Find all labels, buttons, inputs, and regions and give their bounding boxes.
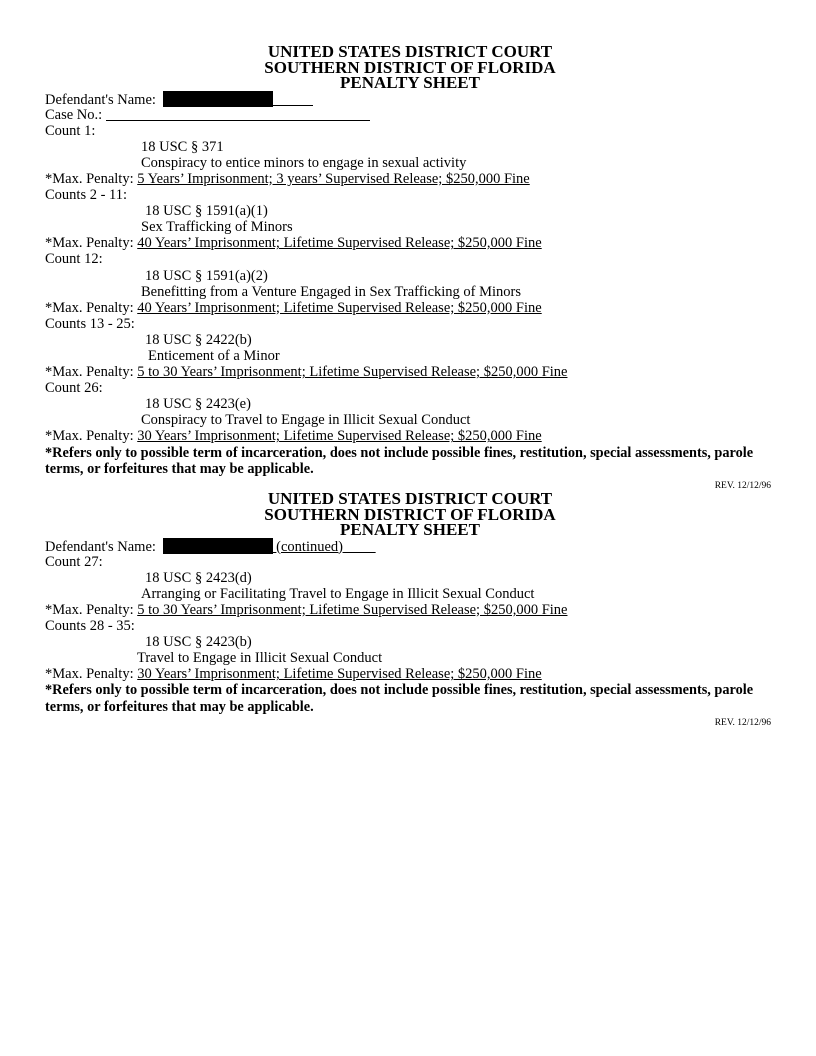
incarceration-note: *Refers only to possible term of incarceration, does not include possible fines, restitution, special assessments, parole terms, or forfeitures that may be applicable. [45,682,754,715]
court-title: UNITED STATES DISTRICT COURT [267,42,553,61]
penalty-sheet-2 [45,491,773,731]
count-description: Arranging or Facilitating Travel to Engage in Illicit Sexual Conduct [141,585,535,602]
max-penalty-row [45,602,773,618]
count-label: Counts 2 - 11: [45,187,128,204]
redaction-block [163,538,273,554]
redaction-block [163,91,273,107]
max-penalty-row [45,428,773,444]
count-label: Count 26: [45,380,103,397]
count-description: Travel to Engage in Illicit Sexual Conduct [137,650,383,667]
sheet-title: PENALTY SHEET [340,520,480,539]
count-statute: 18 USC § 2423(b) [145,634,252,651]
max-penalty-value: 30 Years’ Imprisonment; Lifetime Supervised Release; $250,000 Fine [137,428,542,445]
count-statute: 18 USC § 371 [141,138,224,155]
max-penalty-label: *Max. Penalty: [45,364,134,381]
count-label: Count 27: [45,553,103,570]
case-number-row [45,107,773,123]
sheet-title: PENALTY SHEET [340,73,480,92]
defendant-name-label: Defendant's Name: [45,91,156,108]
max-penalty-value: 40 Years’ Imprisonment; Lifetime Supervised Release; $250,000 Fine [137,235,542,252]
count-description: Conspiracy to entice minors to engage in sexual activity [141,154,467,171]
defendant-name-row [45,538,773,554]
incarceration-note: *Refers only to possible term of incarceration, does not include possible fines, restitution, special assessments, parole terms, or forfeitures that may be applicable. [45,444,754,478]
district-title: SOUTHERN DISTRICT OF FLORIDA [264,504,556,524]
max-penalty-label: *Max. Penalty: [45,601,134,618]
count-description: Conspiracy to Travel to Engage in Illicit Sexual Conduct [141,412,471,429]
count-description: Enticement of a Minor [148,348,280,364]
count-label: Counts 28 - 35: [45,617,135,634]
max-penalty-label: *Max. Penalty: [45,428,134,445]
defendant-name-row [45,91,773,107]
count-label: Counts 13 - 25: [45,315,135,332]
count-description: Benefitting from a Venture Engaged in Sex Trafficking of Minors [141,283,522,300]
district-title: SOUTHERN DISTRICT OF FLORIDA [264,57,556,77]
max-penalty-label: *Max. Penalty: [45,170,134,187]
max-penalty-label: *Max. Penalty: [45,666,134,683]
defendant-name-blank [273,92,313,106]
court-title: UNITED STATES DISTRICT COURT [267,489,553,508]
defendant-name-label: Defendant's Name: [45,538,156,555]
max-penalty-value: 40 Years’ Imprisonment; Lifetime Supervised Release; $250,000 Fine [137,299,542,316]
revision-date: REV. 12/12/96 [714,718,771,729]
count-statute: 18 USC § 2423(e) [145,396,251,413]
max-penalty-value: 30 Years’ Imprisonment; Lifetime Supervised Release; $250,000 Fine [137,666,542,683]
max-penalty-row [45,666,773,682]
count-label: Count 1: [45,122,96,139]
max-penalty-label: *Max. Penalty: [45,235,134,252]
count-statute: 18 USC § 1591(a)(1) [145,203,268,220]
continued-label: (continued) [276,538,344,555]
max-penalty-label: *Max. Penalty: [45,299,134,316]
count-statute: 18 USC § 2422(b) [145,331,252,348]
case-number-label: Case No.: [45,106,103,123]
count-statute: 18 USC § 2423(d) [145,569,252,586]
max-penalty-value: 5 to 30 Years’ Imprisonment; Lifetime Supervised Release; $250,000 Fine [137,601,568,618]
case-number-blank [106,107,370,121]
max-penalty-row [45,171,773,187]
max-penalty-row [45,300,773,316]
count-statute: 18 USC § 1591(a)(2) [145,267,268,284]
revision-date: REV. 12/12/96 [714,480,771,491]
max-penalty-value: 5 to 30 Years’ Imprisonment; Lifetime Supervised Release; $250,000 Fine [137,364,568,381]
max-penalty-row [45,235,773,251]
penalty-sheet-1 [45,44,773,494]
count-description: Sex Trafficking of Minors [141,219,293,236]
max-penalty-row [45,364,773,380]
max-penalty-value: 5 Years’ Imprisonment; 3 years’ Supervised Release; $250,000 Fine [137,170,530,187]
count-label: Count 12: [45,251,103,268]
